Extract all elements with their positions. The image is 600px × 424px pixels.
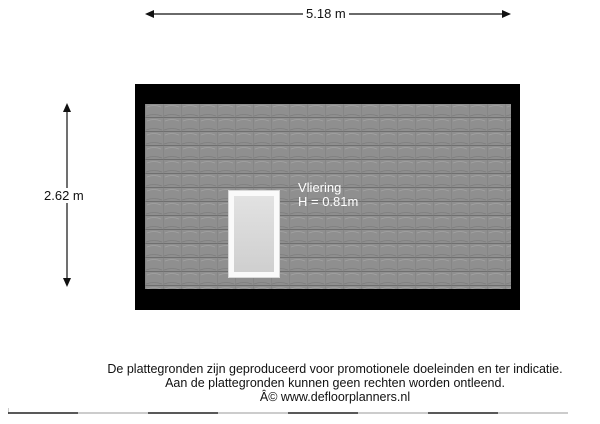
room-name: Vliering (298, 180, 342, 195)
copyright-line: Â© www.defloorplanners.nl (259, 390, 411, 404)
disclaimer (0, 362, 600, 404)
disclaimer-line-1: De plattegronden zijn geproduceerd voor promotionele doeleinden en ter indicatie. (107, 362, 563, 376)
disclaimer-line-2: Aan de plattegronden kunnen geen rechten worden ontleend. (165, 376, 505, 390)
room-label (298, 181, 358, 209)
height-dimension-label: 2.62 m (44, 188, 84, 203)
width-dimension-label: 5.18 m (303, 6, 349, 21)
skylight (229, 191, 279, 277)
skylight-glass (234, 196, 274, 272)
room-ceiling-height: H = 0.81m (298, 194, 359, 209)
scale-bar (8, 405, 568, 417)
